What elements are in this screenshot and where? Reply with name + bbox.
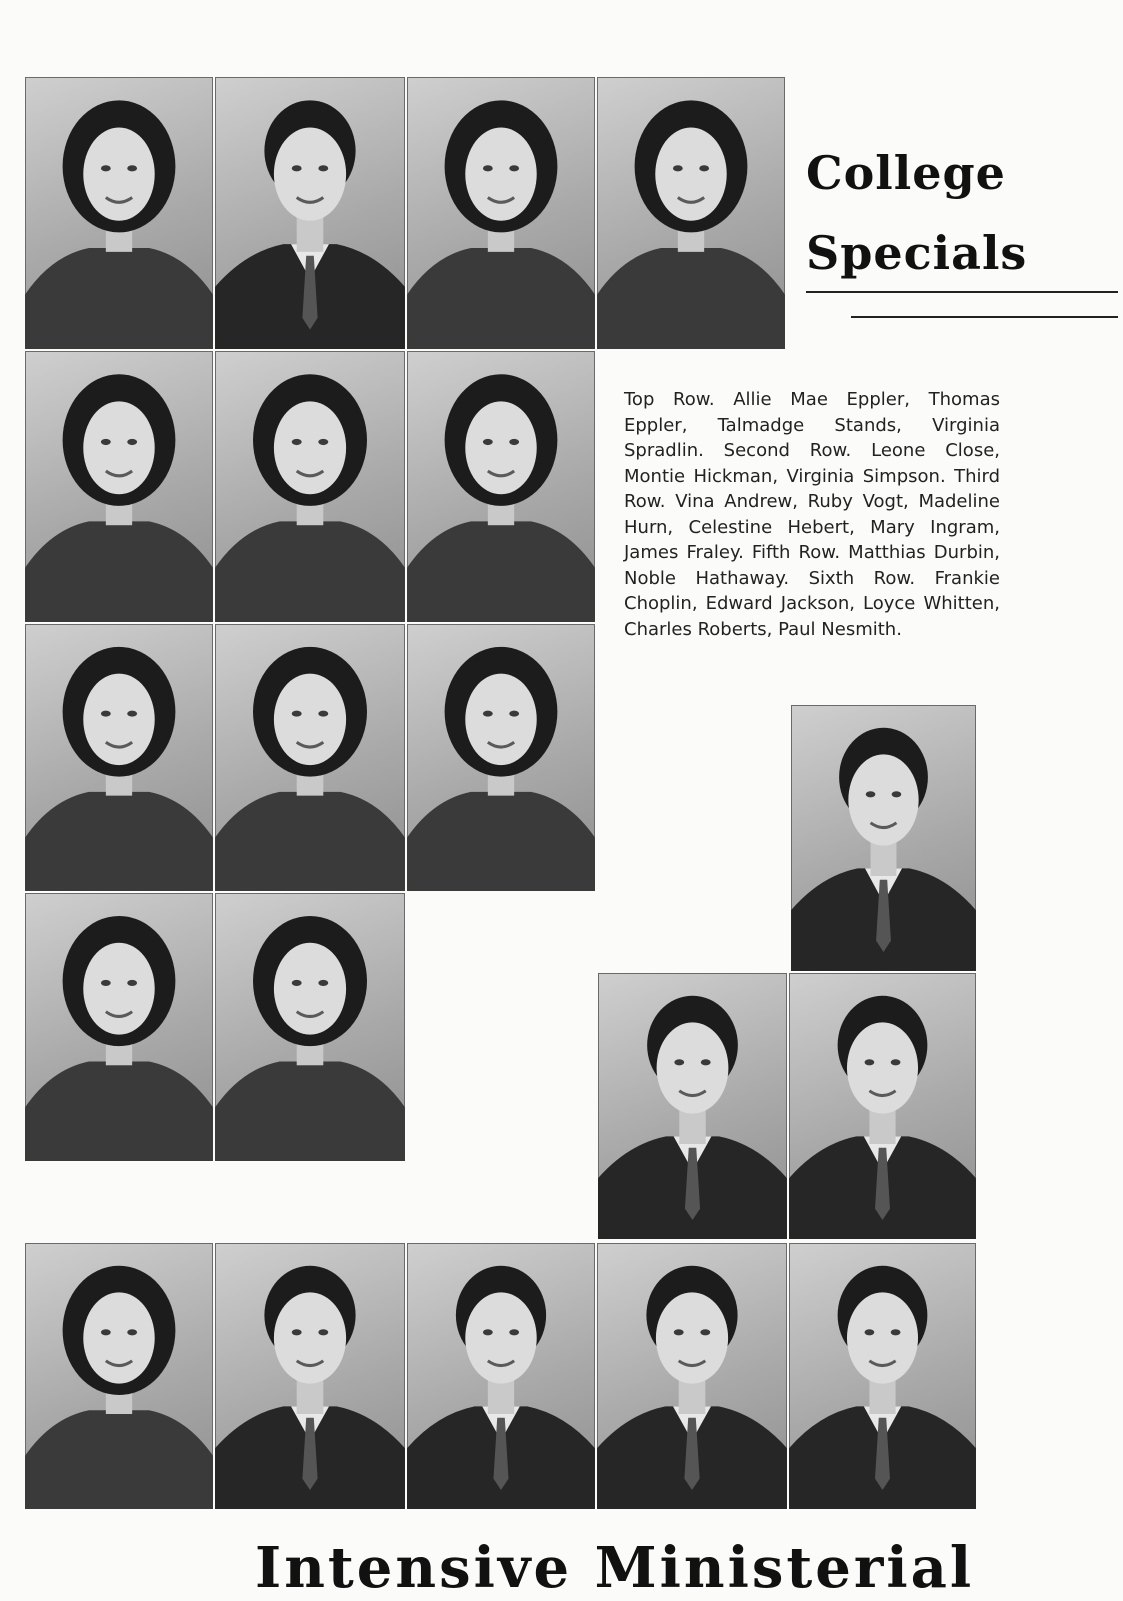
portrait-photo — [215, 77, 405, 349]
face — [847, 1292, 918, 1383]
portrait-silhouette — [25, 893, 213, 1161]
face — [847, 1022, 918, 1113]
clothing-shape — [25, 792, 213, 891]
portrait-photo — [407, 624, 595, 891]
portrait-photo — [215, 1243, 405, 1509]
eye — [292, 711, 302, 717]
face — [83, 1292, 154, 1383]
eye — [292, 980, 302, 986]
portrait-silhouette — [789, 1243, 976, 1509]
portrait-photo — [25, 893, 213, 1161]
eye — [892, 791, 902, 797]
eye — [509, 1329, 519, 1335]
clothing-shape — [25, 248, 213, 349]
face — [274, 401, 346, 494]
section-title-line1: College — [806, 146, 1006, 200]
face — [83, 128, 154, 221]
face — [848, 754, 918, 845]
face — [465, 128, 536, 221]
face — [83, 401, 154, 494]
eye — [292, 165, 302, 171]
eye — [509, 165, 519, 171]
face — [465, 401, 536, 494]
caption-text: Top Row. Allie Mae Eppler, Thomas Eppler, Talmadge Stands, Virginia Spradlin. Second Row. Leone Close, Montie Hickman, Virginia Simpson. Third Row. Vina Andrew, Ruby Vogt, Madeline Hurn, Celestine Hebert, Mary Ingram, James Fraley. Fifth Row. Matthias Durbin, Noble Hathaway. Sixth Row. Frankie Choplin, Edward Jackson, Loyce Whitten, Charles Roberts, Paul Nesmith. — [624, 389, 1000, 640]
portrait-silhouette — [215, 77, 405, 349]
eye — [127, 711, 137, 717]
title-rule-top — [806, 291, 1118, 293]
portrait-photo — [25, 77, 213, 349]
clothing-shape — [25, 521, 213, 622]
portrait-silhouette — [25, 1243, 213, 1509]
portrait-silhouette — [407, 351, 595, 622]
portrait-photo — [25, 1243, 213, 1509]
portrait-photo — [791, 705, 976, 971]
eye — [292, 439, 302, 445]
face — [465, 674, 536, 766]
eye — [318, 439, 328, 445]
portrait-photo — [598, 973, 787, 1239]
portrait-silhouette — [407, 1243, 595, 1509]
eye — [101, 711, 111, 717]
portrait-silhouette — [791, 705, 976, 971]
portrait-silhouette — [25, 77, 213, 349]
portrait-silhouette — [215, 893, 405, 1161]
eye — [292, 1329, 302, 1335]
eye — [127, 1329, 137, 1335]
clothing-shape — [215, 521, 405, 622]
eye — [318, 711, 328, 717]
eye — [509, 711, 519, 717]
clothing-shape — [25, 1410, 213, 1509]
eye — [701, 1059, 711, 1065]
eye — [891, 1059, 901, 1065]
eye — [127, 439, 137, 445]
face — [83, 674, 154, 766]
face — [655, 128, 726, 221]
clothing-shape — [407, 521, 595, 622]
eye — [483, 165, 493, 171]
portrait-photo — [597, 1243, 787, 1509]
portrait-silhouette — [597, 1243, 787, 1509]
portrait-silhouette — [25, 624, 213, 891]
eye — [700, 1329, 710, 1335]
eye — [127, 980, 137, 986]
clothing-shape — [215, 792, 405, 891]
face — [656, 1292, 728, 1383]
portrait-photo — [25, 351, 213, 622]
portrait-silhouette — [598, 973, 787, 1239]
eye — [101, 1329, 111, 1335]
title-rule-bottom — [851, 316, 1118, 318]
portrait-photo — [215, 893, 405, 1161]
portrait-silhouette — [215, 351, 405, 622]
clothing-shape — [407, 792, 595, 891]
portrait-photo — [407, 1243, 595, 1509]
portrait-silhouette — [597, 77, 785, 349]
eye — [101, 165, 111, 171]
portrait-silhouette — [215, 624, 405, 891]
portrait-silhouette — [215, 1243, 405, 1509]
eye — [674, 1059, 684, 1065]
clothing-shape — [25, 1061, 213, 1161]
face — [274, 1292, 346, 1383]
eye — [483, 1329, 493, 1335]
portrait-photo — [25, 624, 213, 891]
face — [274, 128, 346, 221]
next-section-heading: Intensive Ministerial — [255, 1535, 975, 1601]
face — [274, 674, 346, 766]
portrait-silhouette — [407, 624, 595, 891]
portrait-silhouette — [407, 77, 595, 349]
portrait-photo — [215, 351, 405, 622]
face — [465, 1292, 536, 1383]
eye — [674, 1329, 684, 1335]
portrait-photo — [789, 1243, 976, 1509]
section-title-line2: Specials — [806, 226, 1028, 280]
eye — [699, 165, 709, 171]
eye — [509, 439, 519, 445]
eye — [865, 1329, 875, 1335]
eye — [865, 1059, 875, 1065]
eye — [673, 165, 683, 171]
eye — [483, 711, 493, 717]
portrait-silhouette — [25, 351, 213, 622]
eye — [318, 1329, 328, 1335]
face — [274, 943, 346, 1035]
portrait-photo — [407, 77, 595, 349]
clothing-shape — [215, 1061, 405, 1161]
eye — [891, 1329, 901, 1335]
eye — [101, 980, 111, 986]
eye — [127, 165, 137, 171]
portrait-photo — [789, 973, 976, 1239]
eye — [101, 439, 111, 445]
eye — [866, 791, 876, 797]
face — [83, 943, 154, 1035]
face — [657, 1022, 729, 1113]
eye — [318, 165, 328, 171]
portrait-photo — [215, 624, 405, 891]
clothing-shape — [407, 248, 595, 349]
portrait-photo — [597, 77, 785, 349]
clothing-shape — [597, 248, 785, 349]
portrait-photo — [407, 351, 595, 622]
eye — [318, 980, 328, 986]
portrait-silhouette — [789, 973, 976, 1239]
eye — [483, 439, 493, 445]
